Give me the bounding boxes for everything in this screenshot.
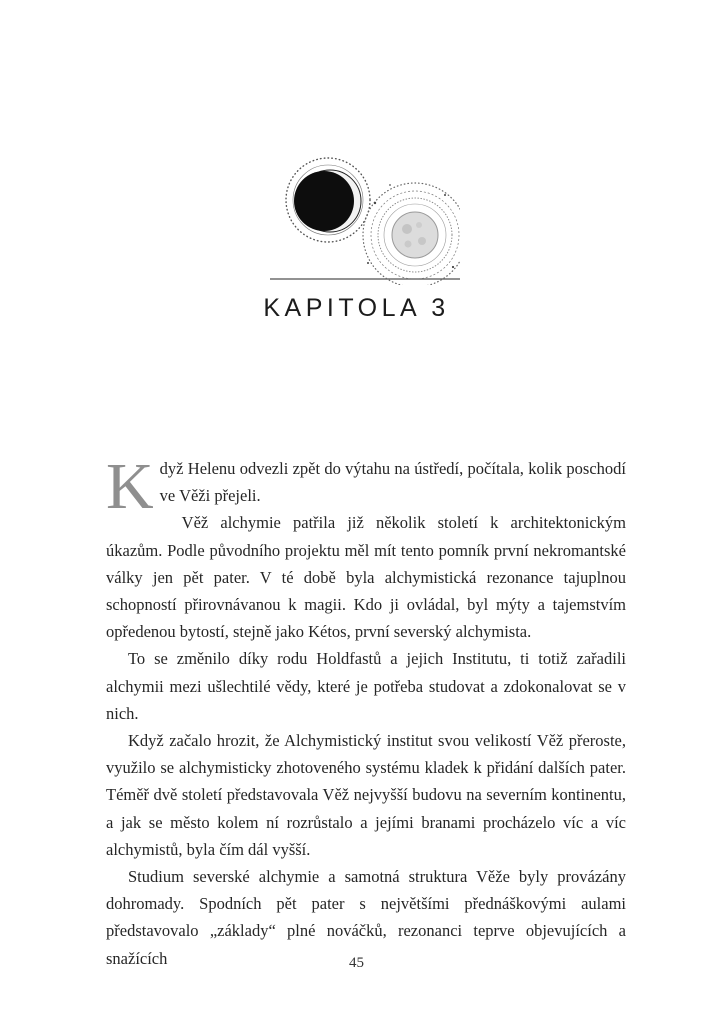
first-paragraph-text: dyž Helenu odvezli zpět do výtahu na ústředí, počítala, kolik poschodí ve Věži přejeli. xyxy=(159,459,626,506)
body-text xyxy=(106,450,626,972)
drop-cap: K xyxy=(106,450,154,523)
paragraph: Když začalo hrozit, že Alchymistický institut svou velikostí Věž přeroste, využilo se alchymisticky zhotoveného systému kladek k přidání dalších pater. Téměř dvě století představovala Věž nejvyšší budovu na severním kontinentu, a jak se město kolem ní rozrůstalo a jejími branami procházelo víc a víc alchymistů, byla čím dál vyšší. xyxy=(106,731,626,859)
paragraph-first xyxy=(106,450,626,523)
paragraph: Věž alchymie patřila již několik století k architektonickým úkazům. Podle původního projektu měl mít tento pomník první nekromantské války jen pět pater. V té době byla alchymistická rezonance tajuplnou schopností přirovnávanou k magii. Kdo ji ovládal, byl mýty a tajemstvím opředenou bytostí, stejně jako Kétos, první severský alchymista. xyxy=(106,513,626,642)
paragraph: Studium severské alchymie a samotná struktura Věže byly provázány dohromady. Spodních pět pater s největšími přednáškovými aulami představovalo „základy“ plné nováčků, rezonanci teprve objevujících a snažících xyxy=(106,867,626,968)
chapter-title: KAPITOLA 3 xyxy=(263,294,450,322)
paragraph: To se změnilo díky rodu Holdfastů a jejich Institutu, ti totiž zařadili alchymii mezi ušlechtilé vědy, které je potřeba studovat a zdokonalovat se v nich. xyxy=(106,649,626,723)
moon-phases-ornament xyxy=(270,155,460,285)
page-number: 45 xyxy=(349,955,364,971)
